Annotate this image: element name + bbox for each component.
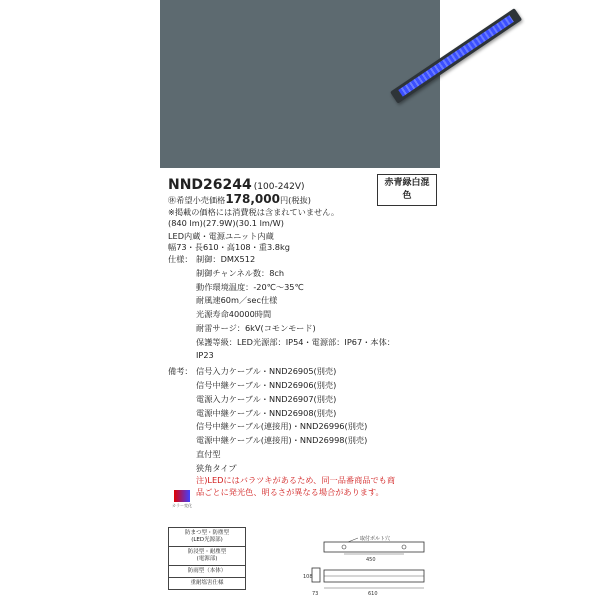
top-view-outline [324, 542, 424, 552]
spec-item: 制御チャンネル数：8ch [196, 268, 285, 278]
model-number: NND26244 [168, 177, 252, 193]
spec-item: 光源寿命40000時間 [196, 309, 272, 319]
price-prefix: ㊡希望小売価格 [168, 195, 226, 205]
spec-cell-text: 防浸型・耐塵型 [187, 549, 227, 555]
remark-item: 電源中継ケーブル・NND26908(別売) [196, 408, 337, 418]
bolt-label: 取付ボルト穴 [360, 536, 391, 542]
swatch-label: カラー変化 [172, 503, 192, 508]
color-label-box [377, 174, 437, 206]
color-change-swatch [174, 490, 190, 502]
end-view-outline [312, 568, 320, 582]
spec-item: IP23 [196, 350, 214, 360]
spec-cell-text: (LED光源部) [191, 537, 223, 543]
remark-item: 電源中継ケーブル(連接用)・NND26998(別売) [196, 435, 368, 445]
spec-label: 仕様： [168, 254, 193, 264]
spec-item: 制御：DMX512 [196, 254, 256, 264]
spec-cell [169, 528, 246, 547]
spec-item: 耐雷サージ：6kV(コモンモード) [196, 323, 316, 333]
protection-spec-table [168, 527, 246, 590]
product-photo [160, 0, 440, 168]
price-row [168, 192, 311, 206]
width-label: 73 [312, 591, 319, 597]
warning-line: 注)LEDにはバラツキがあるため、同一品番商品でも商 [196, 475, 396, 485]
spec-item: 耐風速60m／sec仕様 [196, 295, 278, 305]
color-label-line2: 色 [402, 191, 412, 201]
spec-item: 保護等級：LED光源部：IP54・電源部：IP67・本体： [196, 337, 395, 347]
tax-note: ※掲載の価格には消費税は含まれていません。 [168, 207, 340, 217]
led-info: LED内蔵・電源ユニット内蔵 [168, 231, 274, 241]
led-fixture-image [390, 8, 522, 103]
remark-item: 信号中継ケーブル・NND26906(別売) [196, 380, 337, 390]
lumen-info: (840 lm)(27.9W)(30.1 lm/W) [168, 218, 284, 228]
spec-cell [169, 547, 246, 566]
size-info: 幅73・長610・高108・重3.8kg [168, 242, 290, 252]
voltage: (100-242V) [253, 182, 305, 192]
remark-item: 直付型 [196, 449, 221, 459]
total-length-label: 610 [368, 591, 378, 597]
remark-item: 電源入力ケーブル・NND26907(別売) [196, 394, 337, 404]
remark-item: 信号中継ケーブル(連接用)・NND26996(別売) [196, 421, 368, 431]
spec-cell: 防雨型（本体） [169, 566, 246, 578]
price-amount: 178,000 [225, 192, 280, 206]
spec-cell: 重耐塩害仕様 [169, 578, 246, 590]
spec-cell-text: (電源部) [196, 556, 218, 562]
remark-item: 信号入力ケーブル・NND26905(別売) [196, 366, 337, 376]
product-title [168, 174, 305, 193]
spec-cell-text: 防まつ型・防塵型 [184, 530, 229, 536]
dimension-diagram [300, 534, 430, 600]
color-label-line1: 赤青緑白混 [384, 178, 430, 188]
inner-length-label: 450 [366, 557, 376, 563]
height-label: 108 [303, 574, 313, 580]
price-suffix: 円(税抜) [279, 195, 311, 205]
warning-line: 品ごとに発光色、明るさが異なる場合があります。 [196, 487, 384, 497]
remarks-label: 備考： [168, 366, 193, 376]
remark-item: 狭角タイプ [196, 463, 237, 473]
spec-item: 動作環境温度：-20℃～35℃ [196, 282, 304, 292]
